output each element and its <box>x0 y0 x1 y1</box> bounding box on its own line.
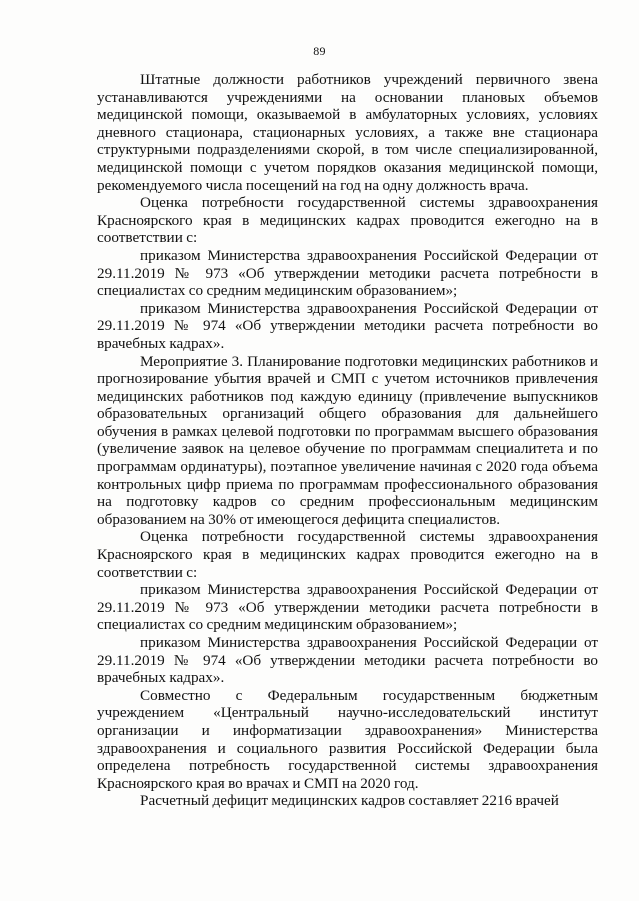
paragraph-order-973: приказом Министерства здравоохранения Российской Федерации от 29.11.2019 № 973 «Об утверждении методики расчета потребности в специалистах со средним медицинским образованием»; <box>97 246 598 300</box>
document-body <box>97 71 598 810</box>
paragraph-joint-assessment: Совместно с Федеральным государственным бюджетным учреждением «Центральный научно-исследовательский институт организации и информатизации здравоохранения» Министерства здравоохранения и социального развития Российской Федерации была определена потребность государственной системы здравоохранения Красноярского края во врачах и СМП на 2020 год. <box>97 686 598 792</box>
paragraph-needs-assessment: Оценка потребности государственной системы здравоохранения Красноярского края в медицинских кадрах проводится ежегодно на в соответствии с: <box>97 194 598 247</box>
paragraph-needs-assessment-repeat: Оценка потребности государственной системы здравоохранения Красноярского края в медицинских кадрах проводится ежегодно на в соответствии с: <box>97 528 598 581</box>
paragraph-order-974: приказом Министерства здравоохранения Российской Федерации от 29.11.2019 № 974 «Об утверждении методики расчета потребности во врачебных кадрах». <box>97 299 598 352</box>
paragraph-order-973-repeat: приказом Министерства здравоохранения Российской Федерации от 29.11.2019 № 973 «Об утверждении методики расчета потребности в специалистах со средним медицинским образованием»; <box>97 581 598 634</box>
paragraph-staff-positions: Штатные должности работников учреждений первичного звена устанавливаются учреждениями на основании плановых объемов медицинской помощи, оказываемой в амбулаторных условиях, условиях дневного стационара, стационарных условиях, а также вне стационара структурными подразделениями скорой, в том числе специализированной, медицинской помощи с учетом порядков оказания медицинской помощи, рекомендуемого числа посещений на год на одну должность врача. <box>97 71 598 194</box>
paragraph-order-974-repeat: приказом Министерства здравоохранения Российской Федерации от 29.11.2019 № 974 «Об утверждении методики расчета потребности во врачебных кадрах». <box>97 634 598 687</box>
paragraph-estimated-deficit: Расчетный дефицит медицинских кадров составляет 2216 врачей <box>140 792 559 810</box>
page-number: 89 <box>313 44 326 58</box>
paragraph-measure-3: Мероприятие 3. Планирование подготовки медицинских работников и прогнозирование убытия врачей и СМП с учетом источников привлечения медицинских работников под каждую единицу (привлечение выпускников образовательных организаций общего образования для дальнейшего обучения в рамках целевой подготовки по программам высшего образования (увеличение заявок на целевое обучение по программам специалитета и по программам ординатуры), поэтапное увеличение начиная с 2020 года объема контрольных цифр приема по программам профессионального образования на подготовку кадров со средним профессиональным медицинским образованием на 30% от имеющегося дефицита специалистов. <box>97 352 598 528</box>
